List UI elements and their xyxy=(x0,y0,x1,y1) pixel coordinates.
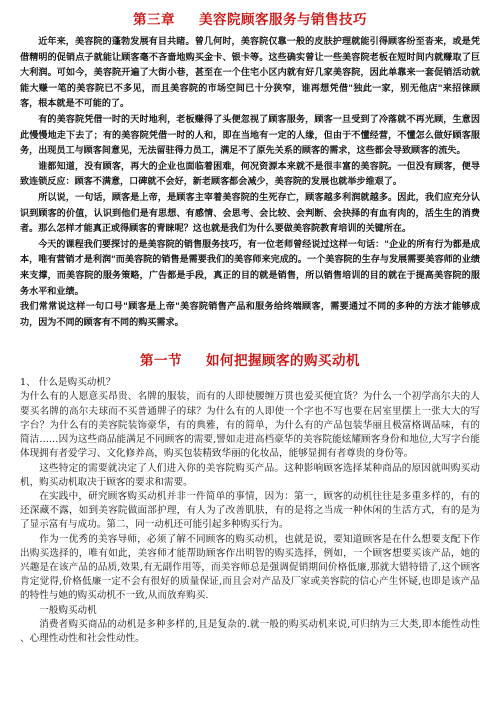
body-paragraph: 消费者购买商品的动机是多种多样的,且是复杂的.就一般的购买动机来说,可归纳为三大类,即本能性动性 、心理性动性和社会性动性。 xyxy=(20,618,480,644)
body-paragraph: 在实践中，研究顾客购买动机并非一件简单的事情，因为：第一，顾客的动机往往是多重多样的，有的还深藏不露，如到美容院做面部护理，有人为了改善肌肤，有的是将之当成一种休闲的生活方式，有的是为了显示富有与成功。第二，同一动机还可能引起多种购买行为。 xyxy=(20,490,480,531)
chapter-title: 美容院顾客服务与销售技巧 xyxy=(199,12,367,28)
section-label: 第一节 xyxy=(140,353,182,370)
body-paragraph: 作为一优秀的美容导师，必须了解不同顾客的购买动机，也就是说，要知道顾客是在什么想要支配下作出购买选择的，唯有如此，美容师才能帮助顾客作出明智的购买选择，例如，一个顾客想要买该产品，她的兴趣是在该产品的品质,效果,有无副作用等，而美容师总是强调促销期间价格低廉,那就大错特错了,这个顾客肯定觉得,价格低廉一定不会有很好的质量保证,而且会对产品及厂家或美容院的信心产生怀疑,也即是该产品的特性与她的购买动机不一致,从而放弃购买. xyxy=(20,533,480,602)
body-line: 1、 什么是购买动机？ xyxy=(20,377,116,389)
body-paragraph: 这些特定的需要就决定了人们进入你的美容院购买产品。这种影响顾客选择某种商品的原因就叫购买动机，购买动机取决于顾客的要求和需要。 xyxy=(20,462,480,488)
chapter-heading xyxy=(20,8,480,28)
subheading: 一般购买动机 xyxy=(39,604,97,616)
intro-paragraph: 今天的课程我们要探讨的是美容院的销售服务技巧，有一位老师曾经说过这样一句话："企业的所有行为都是成本，唯有营销才是利润"而美容院的销售是需要我们的美容师来完成的。一个美容院的生存与发展需要美容师的业绩来支撑，而美容院的服务策略，广告都是手段，真正的目的就是销售，所以销售培训的目的就在于提高美容院的服务水平和业绩。 xyxy=(20,239,480,297)
section-title: 如何把握顾客的购买动机 xyxy=(206,353,360,370)
intro-paragraph: 近年来，美容院的蓬勃发展有目共睹。曾几何时，美容院仅靠一般的皮肤护理就能引得顾客纷至沓来，或是凭借精明的促销点子就能让顾客毫不吝啬地购买金卡、银卡等。这些确实曾让一些美容院老板在短时间内就赚取了巨大利润。可如今，美容院开遍了大街小巷，甚至在一个住宅小区内就有好几家美容院，因此单靠来一套促销活动就能大赚一笔的美容院已不多见，而且美容院的市场空间已十分狭窄，谁再想凭借"独此一家，别无他店"来招徕顾客，根本就是不可能的了。 xyxy=(20,37,480,110)
intro-paragraph: 所以说，一句话，顾客是上帝，是顾客主宰着美容院的生死存亡，顾客越多利润就越多。因此，我们应充分认识到顾客的价值，认识到他们是有思想、有感情、会思考、会比较、会判断、会抉择的有血有肉的，活生生的消费者。那么怎样才能真正或得顾客的青睐呢？这也就是我们为什么要做美容院教育培训的关键所在。 xyxy=(20,192,480,235)
intro-paragraph: 谁都知道，没有顾客，再大的企业也面临着困难，何况资源本来就不是很丰富的美容院。一但没有顾客，便导致连锁反应：顾客不满意，口碑就不会好，新老顾客都会减少，美容院的发展也就举步维艰了。 xyxy=(20,161,480,188)
intro-paragraph: 我们常常说这样一句口号"顾客是上帝"美容院销售产品和服务给终端顾客，需要通过不同的多种的方法才能够成功，因为不同的顾客有不同的购买需求。 xyxy=(20,302,480,328)
intro-paragraph: 有的美容院凭借一时的天时地利，老板赚得了头便忽视了顾客服务，顾客一旦受到了冷落就不再光顾，生意因此慢慢地走下去了；有的美容院凭借一时的人和，即在当地有一定的人缘，但由于不懂经营，不懂怎么做好顾客服务，出现员工与顾客间意见，无法留驻得力员工，满足不了原先关系的顾客的需求，这些都会导致顾客的流失。 xyxy=(20,114,480,157)
chapter-label: 第三章 xyxy=(133,12,175,28)
section-heading xyxy=(20,349,480,369)
body-paragraph: 为什么有的人愿意买昂贵、名牌的服装，而有的人即使腰缠万贯也爱买便宜货？为什么一个初学高尔夫的人要买名牌的高尔夫球而不买普通牌子的球？为什么有的人即使一个字也不写也要在居室里摆上一张大大的写字台？为什么有的美容院装饰豪华，有的典雅，有的简单，为什么有的产品包装华丽且极富格调品味，有的简洁……因为这些商品能满足不同顾客的需要,譬如走进高档豪华的美容院能炫耀顾客身份和地位,大写字台能体现拥有者爱学习、文化修养高，购买包装精致华丽的化妆品，能够显拥有者尊贵的身份等。 xyxy=(20,391,480,460)
